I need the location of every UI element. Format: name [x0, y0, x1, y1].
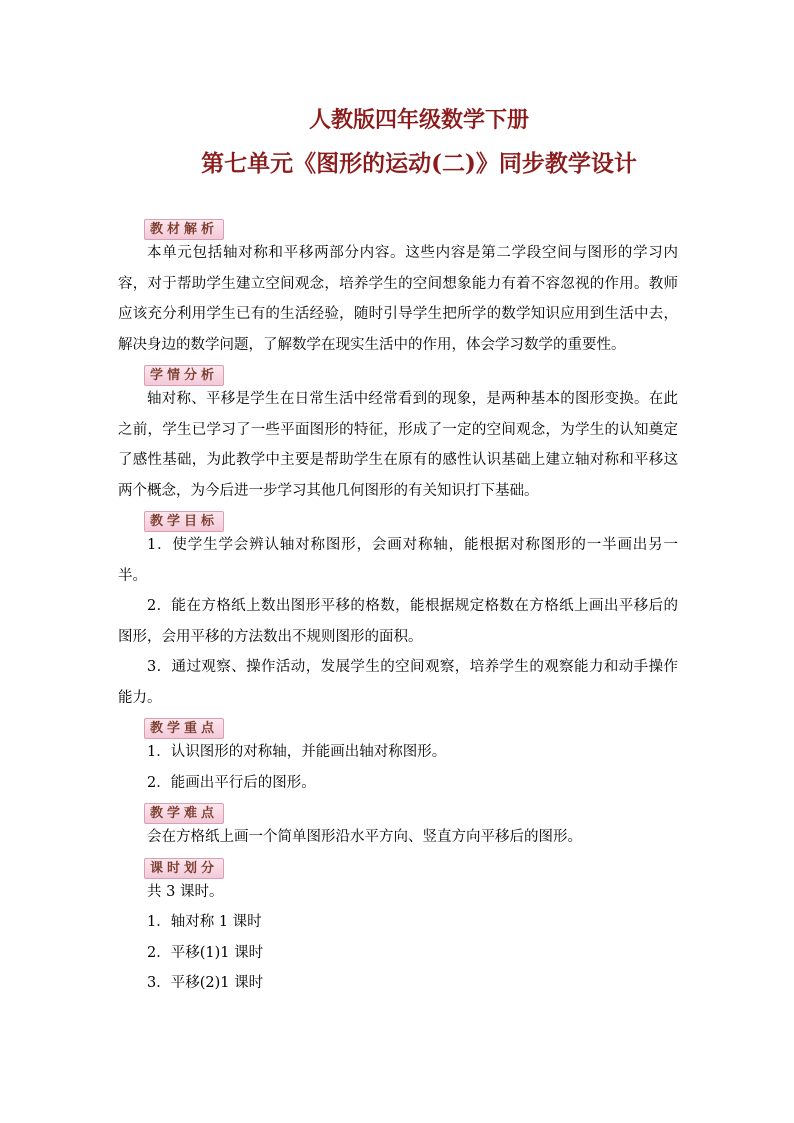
textbook-analysis-text: 本单元包括轴对称和平移两部分内容。这些内容是第二学段空间与图形的学习内容，对于帮助学生建立空间观念，培养学生的空间想象能力有着不容忽视的作用。教师应该充分利用学生已有的生活经验，随时引导学生把所学的数学知识应用到生活中去，解决身边的数学问题，了解数学在现实生活中的作用，体会学习数学的重要性。 — [118, 245, 678, 353]
document-title-line2: 第七单元《图形的运动(二)》同步教学设计 — [201, 150, 637, 177]
key-point-item-2: 2．能画出平行后的图形。 — [147, 774, 316, 791]
section-header-schedule — [118, 853, 678, 877]
difficulties-text: 会在方格纸上画一个简单图形沿水平方向、竖直方向平移后的图形。 — [147, 829, 582, 845]
goal-item-2: 2．能在方格纸上数出图形平移的格数，能根据规定格数在方格纸上画出平移后的图形，会用平移的方法数出不规则图形的面积。 — [118, 598, 678, 645]
student-analysis-text: 轴对称、平移是学生在日常生活中经常看到的现象，是两种基本的图形变换。在此之前，学生已学习了一些平面图形的特征，形成了一定的空间观念，为学生的认知奠定了感性基础，为此教学中主要是帮助学生在原有的感性认识基础上建立轴对称和平移这两个概念，为今后进一步学习其他几何图形的有关知识打下基础。 — [118, 391, 678, 499]
section-header-difficulties — [118, 798, 678, 822]
schedule-item-2: 2．平移(1)1 课时 — [147, 944, 264, 961]
section-header-key-points — [118, 713, 678, 737]
document-title-line1: 人教版四年级数学下册 — [308, 107, 529, 133]
schedule-total: 共 3 课时。 — [147, 883, 224, 900]
goal-item-1: 1．使学生学会辨认轴对称图形，会画对称轴，能根据对称图形的一半画出另一半。 — [118, 537, 678, 584]
section-badge: 教学目标 — [144, 511, 224, 532]
section-badge: 教材解析 — [144, 219, 224, 240]
goal-item-3: 3．通过观察、操作活动，发展学生的空间观察，培养学生的观察能力和动手操作能力。 — [118, 659, 678, 706]
section-header-student-analysis — [118, 360, 678, 384]
section-header-goals — [118, 506, 678, 530]
document-body — [118, 214, 678, 999]
key-point-item-1: 1．认识图形的对称轴，并能画出轴对称图形。 — [147, 744, 447, 760]
section-header-textbook-analysis — [118, 214, 678, 238]
section-badge: 课时划分 — [144, 858, 224, 879]
schedule-item-3: 3．平移(2)1 课时 — [147, 975, 264, 991]
section-badge: 学情分析 — [144, 365, 224, 386]
section-badge: 教学难点 — [144, 803, 224, 824]
schedule-item-1: 1．轴对称 1 课时 — [147, 914, 262, 930]
section-badge: 教学重点 — [144, 718, 224, 739]
